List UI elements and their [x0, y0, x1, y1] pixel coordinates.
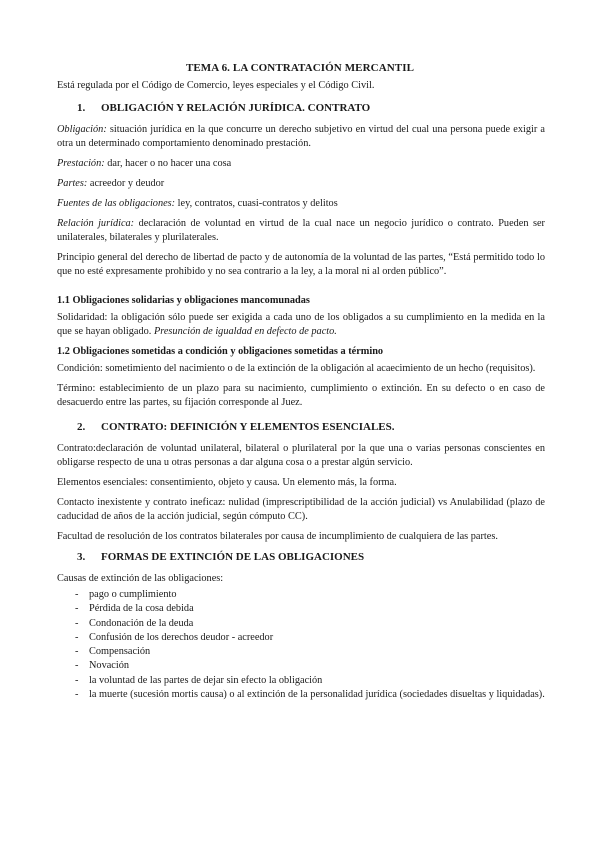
- term-label: Relación jurídica:: [57, 218, 135, 229]
- list-item: [57, 631, 545, 645]
- list-item: [57, 617, 545, 631]
- paragraph-condicion: Condición: sometimiento del nacimiento o de la extinción de la obligación al acaecimiento de un hecho (requisitos).: [57, 363, 536, 374]
- paragraph-partes: [57, 177, 545, 191]
- list-item-text: la voluntad de las partes de dejar sin efecto la obligación: [89, 674, 323, 686]
- paragraph-text: Solidaridad: la obligación sólo puede ser exigida a cada uno de los obligados a su cumplimiento en la medida en la que se hayan obligado.: [57, 312, 545, 337]
- term-label: Obligación:: [57, 124, 107, 135]
- bullet-dash: -: [75, 589, 79, 600]
- bullet-dash: -: [75, 617, 79, 629]
- term-label: Prestación:: [57, 158, 105, 169]
- term-text: dar, hacer o no hacer una cosa: [104, 158, 232, 169]
- list-item-text: la muerte (sucesión mortis causa) o al extinción de la personalidad jurídica (sociedades disueltas y liquidadas).: [89, 689, 545, 701]
- paragraph-contrato: Contrato:declaración de voluntad unilateral, bilateral o plurilateral por la que una o varias personas conscientes en obligarse respecto de una u otras personas a dar alguna cosa o a prestar algún servicio.: [57, 443, 545, 468]
- list-item-text: Novación: [89, 660, 130, 672]
- bullet-dash: -: [75, 660, 79, 672]
- section-1-heading: [57, 101, 545, 115]
- list-item: [57, 674, 545, 688]
- paragraph-elementos: Elementos esenciales: consentimiento, objeto y causa. Un elemento más, la forma.: [57, 477, 397, 488]
- list-item-text: Pérdida de la cosa debida: [89, 603, 194, 615]
- list-item: [57, 588, 545, 602]
- section-number: 3.: [77, 551, 86, 563]
- document-title: TEMA 6. LA CONTRATACIÓN MERCANTIL: [185, 62, 415, 74]
- bullet-dash: -: [75, 631, 79, 643]
- subsection-1-1-heading: 1.1 Obligaciones solidarias y obligaciones mancomunadas: [57, 295, 310, 306]
- document-body: [57, 79, 545, 702]
- bullet-dash: -: [75, 646, 79, 658]
- section-number: 2.: [77, 421, 86, 433]
- term-label: Fuentes de las obligaciones:: [57, 198, 176, 209]
- paragraph-principio: [57, 251, 545, 279]
- section-title: FORMAS DE EXTINCIÓN DE LAS OBLIGACIONES: [101, 551, 365, 563]
- section-2-heading: [57, 420, 545, 434]
- list-item-text: Compensación: [89, 646, 151, 658]
- paragraph-termino: Término: establecimiento de un plazo para su nacimiento, cumplimiento o extinción. En su defecto o en caso de desacuerdo entre las partes, su fijación corresponde al Juez.: [57, 383, 545, 408]
- term-text: acreedor y deudor: [87, 178, 165, 189]
- term-label: Partes:: [57, 178, 88, 189]
- section-title: CONTRATO: DEFINICIÓN Y ELEMENTOS ESENCIALES.: [101, 421, 395, 433]
- list-item: [57, 688, 545, 702]
- paragraph-obligacion: [57, 123, 545, 151]
- subsection-1-2-heading: 1.2 Obligaciones sometidas a condición y obligaciones sometidas a término: [57, 346, 384, 357]
- bullet-dash: -: [75, 603, 79, 615]
- paragraph-resolucion: Facultad de resolución de los contratos bilaterales por causa de incumplimiento de cualquiera de las partes.: [57, 531, 498, 542]
- list-item: [57, 645, 545, 659]
- term-text: Principio general del derecho de libertad de pacto y de autonomía de la voluntad de las partes, “Está permitido todo lo que no esté expresamente prohibido y no sea contrario a la ley, a la moral ni al orden público”.: [57, 252, 545, 277]
- intro-paragraph: Está regulada por el Código de Comercio, leyes especiales y el Código Civil.: [57, 80, 375, 91]
- section-title: OBLIGACIÓN Y RELACIÓN JURÍDICA. CONTRATO: [101, 102, 371, 114]
- list-item-text: Confusión de los derechos deudor - acreedor: [89, 631, 274, 643]
- section-number: 1.: [77, 102, 86, 114]
- list-item: [57, 659, 545, 673]
- list-item-text: pago o cumplimiento: [89, 589, 177, 600]
- bullet-dash: -: [75, 674, 79, 686]
- paragraph-solidaridad: [57, 311, 545, 339]
- term-text: ley, contratos, cuasi-contratos y delitos: [175, 198, 338, 209]
- paragraph-nulidad: Contacto inexistente y contrato ineficaz: nulidad (imprescriptibilidad de la acción judicial) vs Anulabilidad (plazo de caducidad de años de la acción judicial, según cómputo CC).: [57, 497, 545, 522]
- causes-intro: Causas de extinción de las obligaciones:: [57, 573, 224, 584]
- bullet-dash: -: [75, 689, 79, 701]
- paragraph-prestacion: [57, 157, 545, 171]
- causes-list: [57, 588, 545, 702]
- italic-note: Presunción de igualdad en defecto de pacto.: [153, 326, 337, 337]
- paragraph-fuentes: [57, 197, 545, 211]
- list-item-text: Condonación de la deuda: [89, 617, 194, 629]
- paragraph-relacion-juridica: [57, 217, 545, 245]
- term-text: declaración de voluntad en virtud de la cual nace un negocio jurídico o contrato. Pueden ser unilaterales, bilaterales y plurilaterales.: [57, 218, 545, 243]
- list-item: [57, 602, 545, 616]
- term-text: situación jurídica en la que concurre un derecho subjetivo en virtud del cual una persona puede exigir a otra un determinado comportamiento denominado prestación.: [57, 124, 545, 149]
- section-3-heading: [57, 550, 545, 564]
